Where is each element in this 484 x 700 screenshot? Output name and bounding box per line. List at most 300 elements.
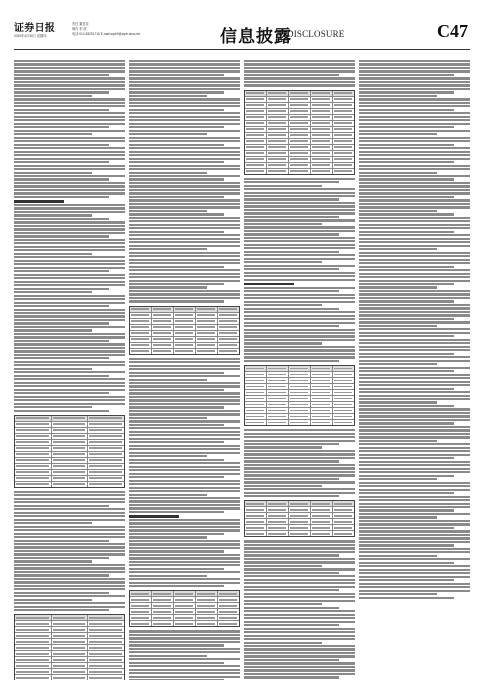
text-line bbox=[129, 283, 224, 285]
text-line bbox=[14, 253, 92, 255]
text-line bbox=[129, 448, 240, 450]
table-cell bbox=[333, 151, 354, 156]
text-line bbox=[14, 288, 109, 290]
text-line bbox=[359, 133, 437, 135]
text-line bbox=[244, 495, 339, 497]
text-line bbox=[129, 234, 240, 236]
text-line bbox=[14, 291, 92, 293]
table-cell bbox=[15, 645, 52, 650]
text-line bbox=[244, 84, 355, 86]
table-cell bbox=[267, 109, 289, 114]
table-cell bbox=[289, 408, 311, 413]
text-line bbox=[359, 304, 470, 306]
text-line bbox=[14, 494, 125, 496]
text-line bbox=[129, 91, 224, 93]
text-line bbox=[129, 60, 240, 62]
table-cell bbox=[289, 384, 311, 389]
table-cell bbox=[289, 145, 311, 150]
text-line bbox=[14, 277, 125, 279]
text-line bbox=[129, 536, 207, 538]
text-line bbox=[129, 259, 240, 261]
text-line bbox=[359, 290, 470, 292]
table-cell bbox=[15, 470, 52, 475]
text-line bbox=[14, 70, 125, 72]
text-line bbox=[359, 185, 470, 187]
text-line bbox=[244, 593, 355, 595]
text-line bbox=[129, 286, 207, 288]
text-line bbox=[14, 315, 125, 317]
text-line bbox=[129, 399, 240, 401]
table-cell bbox=[88, 482, 124, 487]
table-cell bbox=[289, 366, 311, 371]
text-line bbox=[129, 445, 240, 447]
text-line bbox=[359, 144, 454, 146]
text-line bbox=[359, 227, 470, 229]
table-cell bbox=[52, 639, 89, 644]
text-line bbox=[244, 198, 339, 200]
table-cell bbox=[52, 663, 89, 668]
table-cell bbox=[245, 115, 267, 120]
text-line bbox=[129, 297, 240, 299]
text-line bbox=[129, 473, 240, 475]
table-cell bbox=[289, 513, 311, 518]
table-cell bbox=[333, 414, 354, 419]
text-line bbox=[359, 537, 470, 539]
section-heading bbox=[244, 283, 294, 286]
text-line bbox=[14, 322, 109, 324]
table-cell bbox=[52, 615, 89, 620]
text-line bbox=[244, 457, 355, 459]
text-line bbox=[129, 392, 240, 394]
text-line bbox=[359, 499, 470, 501]
table-cell bbox=[15, 627, 52, 632]
table-cell bbox=[311, 127, 333, 132]
table-cell bbox=[130, 603, 152, 608]
table-cell bbox=[245, 366, 267, 371]
text-line bbox=[129, 84, 240, 86]
text-line bbox=[359, 60, 470, 62]
text-line bbox=[129, 262, 240, 264]
table-cell bbox=[218, 597, 239, 602]
table-cell bbox=[289, 121, 311, 126]
text-line bbox=[129, 300, 224, 302]
text-line bbox=[129, 189, 240, 191]
text-line bbox=[359, 523, 470, 525]
data-table bbox=[244, 365, 355, 426]
text-line bbox=[14, 161, 109, 163]
text-line bbox=[359, 572, 470, 574]
text-line bbox=[359, 210, 437, 212]
text-line bbox=[129, 459, 224, 461]
text-line bbox=[129, 130, 240, 132]
text-line bbox=[129, 280, 240, 282]
text-line bbox=[359, 161, 454, 163]
text-line bbox=[359, 137, 470, 139]
table-cell bbox=[333, 513, 354, 518]
table-cell bbox=[88, 428, 124, 433]
text-line bbox=[14, 102, 125, 104]
table-row bbox=[245, 169, 354, 174]
text-line bbox=[244, 233, 339, 235]
table-cell bbox=[15, 669, 52, 674]
text-line bbox=[14, 333, 125, 335]
text-line bbox=[14, 368, 92, 370]
table-cell bbox=[218, 615, 239, 620]
text-line bbox=[244, 258, 355, 260]
text-line bbox=[244, 325, 339, 327]
table-cell bbox=[88, 476, 124, 481]
text-line bbox=[14, 326, 125, 328]
text-line bbox=[359, 468, 470, 470]
text-line bbox=[359, 262, 470, 264]
text-line bbox=[129, 490, 240, 492]
text-line bbox=[244, 453, 355, 455]
text-line bbox=[359, 325, 437, 327]
table-cell bbox=[333, 115, 354, 120]
text-line bbox=[129, 290, 240, 292]
table-cell bbox=[88, 434, 124, 439]
table-cell bbox=[52, 675, 89, 680]
text-line bbox=[359, 367, 470, 369]
text-line bbox=[129, 185, 240, 187]
table-cell bbox=[311, 513, 333, 518]
table-cell bbox=[289, 103, 311, 108]
table-cell bbox=[245, 372, 267, 377]
text-line bbox=[129, 403, 240, 405]
text-line bbox=[129, 547, 240, 549]
text-line bbox=[359, 105, 470, 107]
text-line bbox=[129, 483, 240, 485]
text-line bbox=[359, 224, 470, 226]
text-line bbox=[14, 165, 125, 167]
text-line bbox=[244, 254, 355, 256]
text-line bbox=[14, 147, 125, 149]
text-line bbox=[14, 361, 125, 363]
text-line bbox=[14, 246, 125, 248]
text-line bbox=[244, 582, 355, 584]
text-line bbox=[129, 70, 240, 72]
text-line bbox=[129, 175, 240, 177]
text-line bbox=[244, 226, 355, 228]
table-cell bbox=[88, 470, 124, 475]
text-line bbox=[129, 494, 207, 496]
table-cell bbox=[311, 378, 333, 383]
text-line bbox=[14, 606, 125, 608]
text-line bbox=[359, 586, 470, 588]
text-line bbox=[14, 84, 125, 86]
text-line bbox=[14, 281, 125, 283]
text-line bbox=[244, 485, 322, 487]
table-cell bbox=[218, 319, 239, 324]
text-line bbox=[359, 102, 470, 104]
text-line bbox=[359, 433, 470, 435]
text-line bbox=[359, 576, 470, 578]
table-cell bbox=[130, 325, 152, 330]
text-line bbox=[244, 223, 322, 225]
text-line bbox=[129, 375, 240, 377]
table-cell bbox=[267, 157, 289, 162]
text-line bbox=[244, 655, 355, 657]
text-line bbox=[14, 302, 125, 304]
text-line bbox=[359, 415, 470, 417]
text-line bbox=[14, 140, 125, 142]
table-cell bbox=[333, 145, 354, 150]
text-line bbox=[129, 172, 207, 174]
text-line bbox=[129, 372, 224, 374]
text-line bbox=[244, 440, 355, 442]
text-line bbox=[244, 272, 355, 274]
text-line bbox=[129, 77, 240, 79]
text-line bbox=[129, 119, 240, 121]
table-cell bbox=[88, 669, 124, 674]
text-line bbox=[244, 575, 355, 577]
table-cell bbox=[88, 645, 124, 650]
text-line bbox=[359, 590, 470, 592]
table-cell bbox=[267, 414, 289, 419]
text-line bbox=[359, 248, 437, 250]
table-cell bbox=[15, 446, 52, 451]
text-line bbox=[359, 116, 470, 118]
table-cell bbox=[333, 366, 354, 371]
text-line bbox=[359, 520, 470, 522]
text-line bbox=[359, 346, 470, 348]
text-line bbox=[129, 192, 240, 194]
text-line bbox=[14, 63, 125, 65]
table-cell bbox=[130, 319, 152, 324]
text-line bbox=[359, 506, 470, 508]
text-line bbox=[244, 464, 355, 466]
text-line bbox=[129, 126, 224, 128]
table-cell bbox=[267, 420, 289, 425]
text-line bbox=[14, 214, 92, 216]
text-line bbox=[244, 600, 355, 602]
table-cell bbox=[333, 390, 354, 395]
text-line bbox=[359, 220, 470, 222]
text-line bbox=[129, 213, 224, 215]
text-line bbox=[359, 513, 470, 515]
text-line bbox=[359, 297, 470, 299]
text-line bbox=[129, 63, 240, 65]
table-cell bbox=[15, 452, 52, 457]
text-line bbox=[129, 651, 240, 653]
text-line bbox=[129, 210, 207, 212]
table-cell bbox=[88, 621, 124, 626]
table-cell bbox=[267, 163, 289, 168]
text-line bbox=[359, 151, 470, 153]
table-cell bbox=[15, 440, 52, 445]
text-line bbox=[14, 256, 125, 258]
table-cell bbox=[52, 657, 89, 662]
text-line bbox=[244, 474, 355, 476]
table-cell bbox=[311, 103, 333, 108]
table-cell bbox=[245, 507, 267, 512]
text-line bbox=[14, 375, 109, 377]
text-line bbox=[359, 527, 454, 529]
table-cell bbox=[174, 621, 196, 626]
text-line bbox=[129, 81, 240, 83]
text-line bbox=[359, 126, 454, 128]
table-cell bbox=[245, 163, 267, 168]
editor-line: 制作 李 波 bbox=[72, 27, 87, 31]
text-line bbox=[359, 140, 470, 142]
text-line bbox=[14, 144, 109, 146]
text-line bbox=[359, 252, 470, 254]
table-cell bbox=[15, 675, 52, 680]
text-line bbox=[359, 485, 470, 487]
table-cell bbox=[218, 621, 239, 626]
text-line bbox=[359, 217, 470, 219]
table-cell bbox=[196, 621, 218, 626]
table-cell bbox=[267, 127, 289, 132]
text-line bbox=[129, 245, 240, 247]
table-cell bbox=[267, 396, 289, 401]
text-line bbox=[129, 519, 240, 521]
table-cell bbox=[245, 139, 267, 144]
text-line bbox=[244, 188, 355, 190]
table-cell bbox=[333, 519, 354, 524]
column-2 bbox=[129, 60, 240, 680]
text-line bbox=[244, 60, 355, 62]
text-line bbox=[14, 172, 92, 174]
text-line bbox=[359, 530, 470, 532]
table-cell bbox=[15, 657, 52, 662]
text-line bbox=[129, 507, 240, 509]
text-line bbox=[244, 315, 355, 317]
table-cell bbox=[152, 325, 174, 330]
text-line bbox=[129, 438, 240, 440]
text-line bbox=[14, 77, 125, 79]
text-line bbox=[14, 126, 109, 128]
text-line bbox=[359, 349, 470, 351]
text-line bbox=[129, 151, 240, 153]
text-line bbox=[244, 268, 339, 270]
text-line bbox=[129, 382, 240, 384]
text-line bbox=[244, 492, 355, 494]
text-line bbox=[244, 443, 339, 445]
text-line bbox=[244, 471, 355, 473]
text-line bbox=[14, 204, 125, 206]
column-1 bbox=[14, 60, 125, 680]
text-line bbox=[244, 614, 355, 616]
text-line bbox=[129, 665, 240, 667]
text-line bbox=[129, 540, 240, 542]
text-line bbox=[129, 568, 224, 570]
header-rule bbox=[14, 49, 470, 50]
text-line bbox=[14, 151, 125, 153]
table-cell bbox=[52, 440, 89, 445]
table-cell bbox=[15, 633, 52, 638]
table-cell bbox=[15, 639, 52, 644]
table-cell bbox=[267, 372, 289, 377]
text-line bbox=[359, 422, 454, 424]
table-cell bbox=[152, 621, 174, 626]
text-line bbox=[359, 384, 470, 386]
text-line bbox=[129, 641, 240, 643]
text-line bbox=[14, 225, 125, 227]
text-line bbox=[359, 583, 470, 585]
text-line bbox=[129, 529, 240, 531]
table-row bbox=[15, 482, 124, 487]
text-line bbox=[359, 199, 470, 201]
text-line bbox=[129, 637, 240, 639]
table-cell bbox=[174, 307, 196, 312]
table-cell bbox=[152, 307, 174, 312]
table-cell bbox=[289, 157, 311, 162]
table-cell bbox=[267, 91, 289, 96]
text-line bbox=[359, 109, 454, 111]
table-cell bbox=[218, 349, 239, 354]
text-line bbox=[129, 480, 240, 482]
text-line bbox=[14, 123, 125, 125]
table-cell bbox=[289, 97, 311, 102]
table-cell bbox=[311, 396, 333, 401]
text-line bbox=[129, 582, 240, 584]
masthead-logo: 证券日报 bbox=[14, 23, 56, 34]
table-cell bbox=[174, 325, 196, 330]
text-line bbox=[129, 231, 224, 233]
text-line bbox=[244, 304, 322, 306]
table-cell bbox=[245, 420, 267, 425]
table-cell bbox=[218, 337, 239, 342]
text-line bbox=[244, 356, 355, 358]
text-line bbox=[129, 199, 240, 201]
text-line bbox=[14, 347, 125, 349]
text-line bbox=[129, 420, 240, 422]
text-line bbox=[359, 360, 470, 362]
text-line bbox=[359, 165, 470, 167]
text-line bbox=[359, 342, 470, 344]
text-line bbox=[244, 478, 339, 480]
text-line bbox=[129, 158, 240, 160]
text-line bbox=[129, 266, 224, 268]
table-cell bbox=[52, 621, 89, 626]
table-cell bbox=[52, 446, 89, 451]
table-cell bbox=[174, 603, 196, 608]
text-line bbox=[14, 192, 125, 194]
table-cell bbox=[333, 531, 354, 536]
table-cell bbox=[88, 440, 124, 445]
table-cell bbox=[218, 609, 239, 614]
table-cell bbox=[245, 408, 267, 413]
text-line bbox=[14, 158, 125, 160]
table-cell bbox=[196, 609, 218, 614]
table-cell bbox=[267, 402, 289, 407]
text-line bbox=[244, 265, 355, 267]
text-line bbox=[14, 602, 125, 604]
table-cell bbox=[245, 103, 267, 108]
table-cell bbox=[174, 331, 196, 336]
text-line bbox=[129, 413, 240, 415]
text-line bbox=[129, 511, 224, 513]
table-cell bbox=[152, 591, 174, 596]
table-cell bbox=[174, 343, 196, 348]
text-line bbox=[14, 343, 125, 345]
table-cell bbox=[289, 396, 311, 401]
text-line bbox=[359, 168, 470, 170]
table-cell bbox=[152, 343, 174, 348]
table-cell bbox=[289, 501, 311, 506]
text-line bbox=[14, 392, 109, 394]
text-line bbox=[14, 396, 125, 398]
table-cell bbox=[267, 121, 289, 126]
table-cell bbox=[196, 331, 218, 336]
table-cell bbox=[174, 615, 196, 620]
text-line bbox=[359, 541, 470, 543]
text-line bbox=[359, 112, 470, 114]
text-line bbox=[129, 168, 240, 170]
table-cell bbox=[52, 476, 89, 481]
table-cell bbox=[289, 378, 311, 383]
